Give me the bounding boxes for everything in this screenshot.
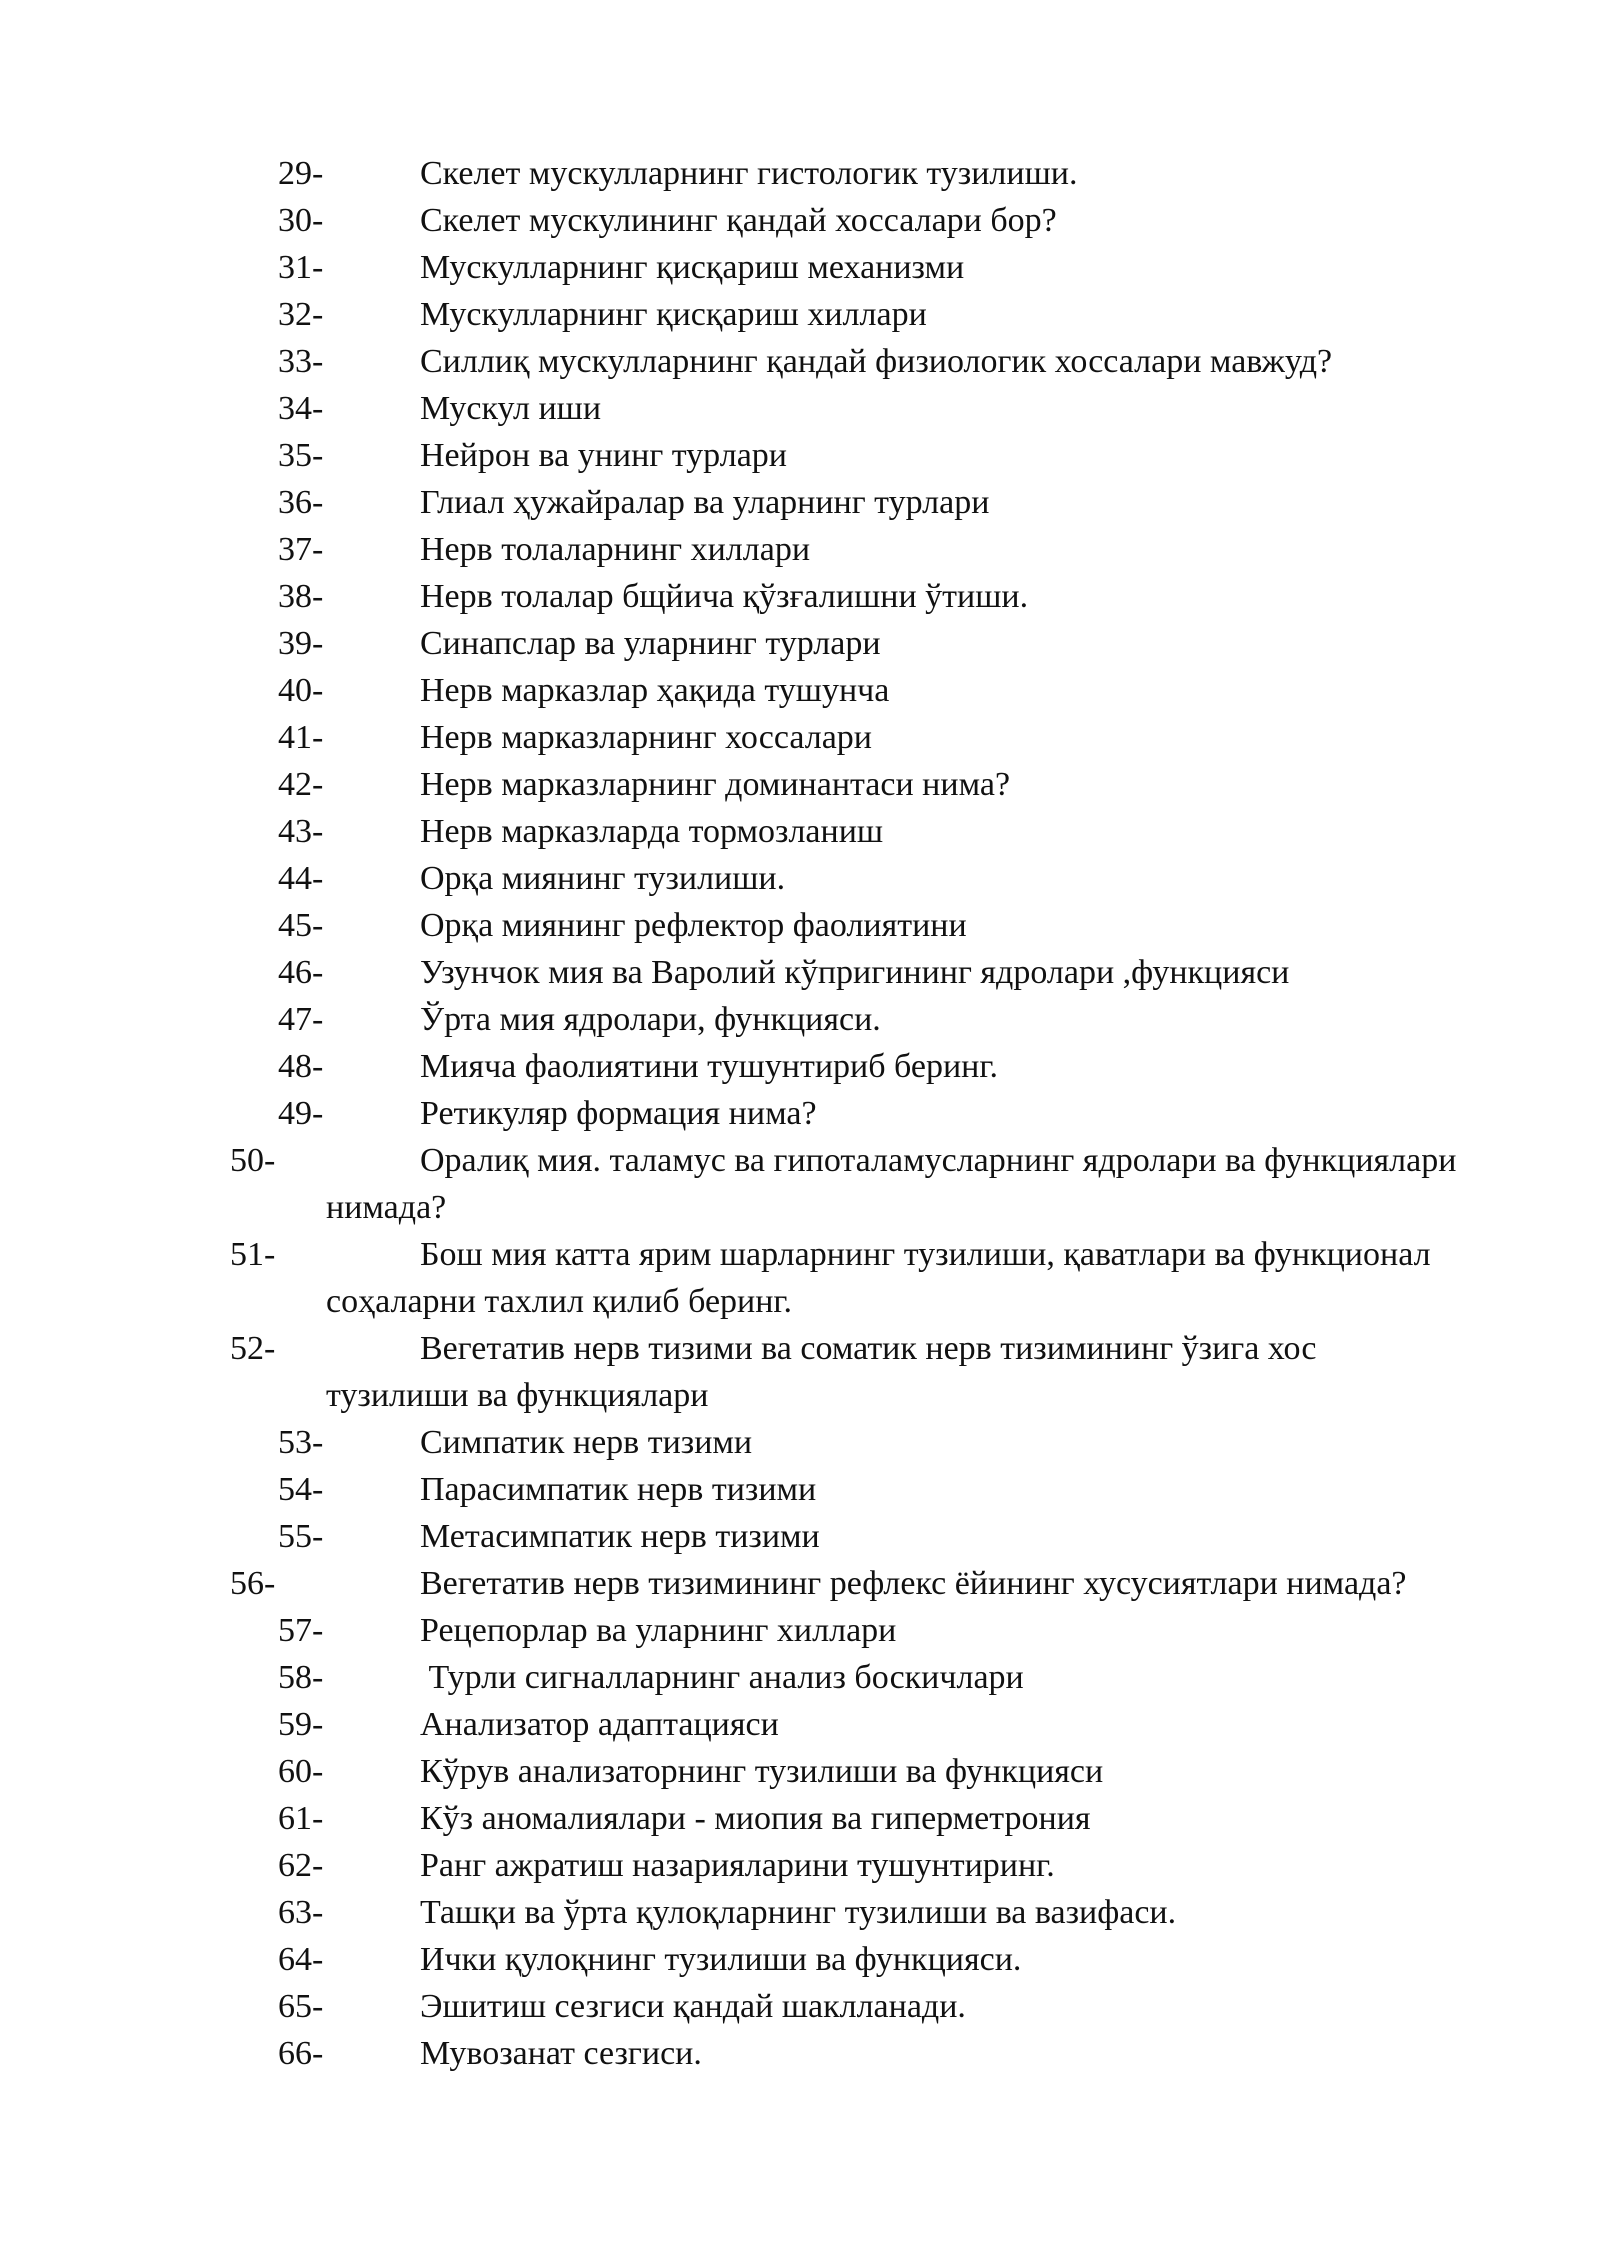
question-text: Мускулларнинг қисқариш хиллари xyxy=(420,296,927,333)
question-text: Нейрон ва унинг турлари xyxy=(420,437,787,474)
question-item xyxy=(278,902,1458,949)
question-number: 46- xyxy=(278,954,324,991)
question-number: 36- xyxy=(278,484,324,521)
question-number: 41- xyxy=(278,719,324,756)
question-item xyxy=(278,1748,1458,1795)
question-number: 43- xyxy=(278,813,324,850)
question-text: Нерв толаларнинг хиллари xyxy=(420,531,811,568)
question-list xyxy=(230,150,1465,2077)
question-number: 63- xyxy=(278,1894,324,1931)
question-item xyxy=(278,667,1458,714)
question-text: Ўрта мия ядролари, функцияси. xyxy=(420,1001,881,1038)
question-text: Орқа миянинг тузилиши. xyxy=(420,860,786,897)
question-number: 48- xyxy=(278,1048,324,1085)
question-number: 37- xyxy=(278,531,324,568)
question-item xyxy=(230,1560,1458,1607)
question-item xyxy=(278,2030,1458,2077)
question-number: 52- xyxy=(230,1330,276,1367)
question-item xyxy=(230,1231,1458,1325)
question-text: Нерв марказлар ҳақида тушунча xyxy=(420,672,890,709)
question-number: 56- xyxy=(230,1565,276,1602)
question-item xyxy=(278,150,1458,197)
question-item xyxy=(278,714,1458,761)
question-item xyxy=(278,197,1458,244)
question-text: Мувозанат сезгиси. xyxy=(420,2035,702,2072)
question-text: Синапслар ва уларнинг турлари xyxy=(420,625,881,662)
question-text: Нерв марказларнинг хоссалари xyxy=(420,719,872,756)
question-item xyxy=(278,1466,1458,1513)
question-item xyxy=(278,291,1458,338)
question-text: Кўз аномалиялари - миопия ва гиперметрония xyxy=(420,1800,1091,1837)
question-number: 29- xyxy=(278,155,324,192)
question-number: 30- xyxy=(278,202,324,239)
question-number: 31- xyxy=(278,249,324,286)
question-item xyxy=(278,479,1458,526)
question-text: Нерв толалар бщйича қўзғалишни ўтиши. xyxy=(420,578,1029,615)
question-number: 55- xyxy=(278,1518,324,1555)
question-number: 45- xyxy=(278,907,324,944)
question-number: 49- xyxy=(278,1095,324,1132)
question-number: 40- xyxy=(278,672,324,709)
question-number: 58- xyxy=(278,1659,324,1696)
question-item xyxy=(278,1607,1458,1654)
question-text: Кўрув анализаторнинг тузилиши ва функцияси xyxy=(420,1753,1104,1790)
question-text: Ранг ажратиш назарияларини тушунтиринг. xyxy=(420,1847,1055,1884)
question-item xyxy=(278,1043,1458,1090)
question-number: 34- xyxy=(278,390,324,427)
question-text: Анализатор адаптацияси xyxy=(420,1706,779,1743)
question-text: Скелет мускулининг қандай хоссалари бор? xyxy=(420,202,1057,239)
question-number: 32- xyxy=(278,296,324,333)
question-item xyxy=(278,855,1458,902)
question-item xyxy=(278,1701,1458,1748)
question-text: Рецепорлар ва уларнинг хиллари xyxy=(420,1612,897,1649)
question-item xyxy=(278,1419,1458,1466)
question-text: Симпатик нерв тизими xyxy=(420,1424,753,1461)
question-item xyxy=(278,1983,1458,2030)
question-text: Орқа миянинг рефлектор фаолиятини xyxy=(420,907,967,944)
question-number: 42- xyxy=(278,766,324,803)
question-number: 33- xyxy=(278,343,324,380)
question-item xyxy=(278,385,1458,432)
question-number: 53- xyxy=(278,1424,324,1461)
question-number: 44- xyxy=(278,860,324,897)
question-text: Парасимпатик нерв тизими xyxy=(420,1471,817,1508)
question-text: Нерв марказларда тормозланиш xyxy=(420,813,884,850)
question-text: Эшитиш сезгиси қандай шаклланади. xyxy=(420,1988,966,2025)
question-number: 65- xyxy=(278,1988,324,2025)
question-item xyxy=(278,526,1458,573)
question-number: 39- xyxy=(278,625,324,662)
question-number: 60- xyxy=(278,1753,324,1790)
question-item xyxy=(278,808,1458,855)
question-item xyxy=(278,432,1458,479)
question-number: 59- xyxy=(278,1706,324,1743)
question-text: Ретикуляр формация нима? xyxy=(420,1095,817,1132)
question-item xyxy=(230,1137,1465,1231)
question-text: Силлиқ мускулларнинг қандай физиологик хоссалари мавжуд? xyxy=(420,343,1333,380)
question-text: Бош мия катта ярим шарларнинг тузилиши, қаватлари ва функционал соҳаларни тахлил қилиб беринг. xyxy=(326,1236,1440,1320)
question-number: 38- xyxy=(278,578,324,615)
question-text: Мускул иши xyxy=(420,390,602,427)
question-item xyxy=(278,1090,1458,1137)
question-text: Турли сигналларнинг анализ боскичлари xyxy=(420,1659,1024,1696)
question-item xyxy=(278,761,1458,808)
question-number: 66- xyxy=(278,2035,324,2072)
question-item xyxy=(278,1889,1458,1936)
question-text: Вегетатив нерв тизимининг рефлекс ёйининг хусусиятлари нимада? xyxy=(420,1565,1407,1602)
question-text: Ташқи ва ўрта қулоқларнинг тузилиши ва вазифаси. xyxy=(420,1894,1177,1931)
question-text: Ички қулоқнинг тузилиши ва функцияси. xyxy=(420,1941,1022,1978)
question-item xyxy=(278,1654,1458,1701)
question-item xyxy=(278,573,1458,620)
question-text: Мияча фаолиятини тушунтириб беринг. xyxy=(420,1048,998,1085)
question-item xyxy=(278,1795,1458,1842)
question-number: 57- xyxy=(278,1612,324,1649)
question-text: Глиал ҳужайралар ва уларнинг турлари xyxy=(420,484,990,521)
question-number: 62- xyxy=(278,1847,324,1884)
question-text: Мускулларнинг қисқариш механизми xyxy=(420,249,965,286)
question-item xyxy=(278,1842,1458,1889)
question-item xyxy=(278,1936,1458,1983)
question-text: Вегетатив нерв тизими ва соматик нерв тизимининг ўзига хос тузилиши ва функциялари xyxy=(326,1330,1325,1414)
question-number: 61- xyxy=(278,1800,324,1837)
question-text: Метасимпатик нерв тизими xyxy=(420,1518,820,1555)
question-item xyxy=(230,1325,1458,1419)
question-number: 47- xyxy=(278,1001,324,1038)
question-item xyxy=(278,949,1458,996)
question-text: Узунчок мия ва Варолий кўпригининг ядролари ,функцияси xyxy=(420,954,1290,991)
question-text: Нерв марказларнинг доминантаси нима? xyxy=(420,766,1011,803)
question-number: 50- xyxy=(230,1142,276,1179)
question-number: 64- xyxy=(278,1941,324,1978)
question-item xyxy=(278,338,1458,385)
question-item xyxy=(278,996,1458,1043)
question-item xyxy=(278,244,1458,291)
question-item xyxy=(278,620,1458,667)
question-number: 35- xyxy=(278,437,324,474)
question-number: 54- xyxy=(278,1471,324,1508)
question-number: 51- xyxy=(230,1236,276,1273)
question-text: Оралиқ мия. таламус ва гипоталамусларнинг ядролари ва функциялари нимада? xyxy=(326,1142,1465,1226)
question-item xyxy=(278,1513,1458,1560)
question-text: Скелет мускулларнинг гистологик тузилиши. xyxy=(420,155,1078,192)
